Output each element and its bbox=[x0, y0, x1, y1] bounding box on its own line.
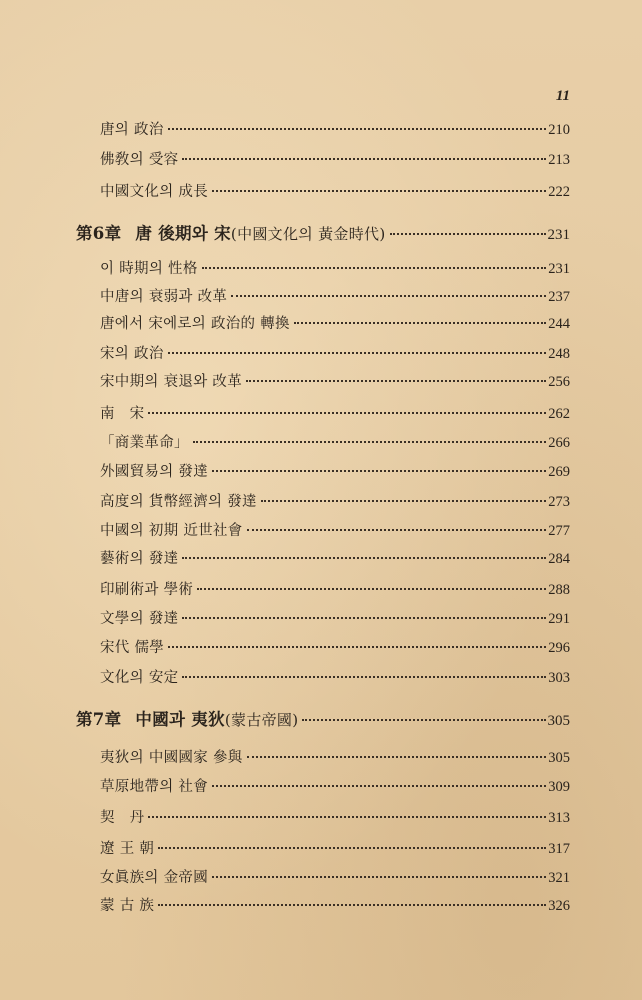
entry-title: 이 時期의 性格 bbox=[100, 261, 198, 277]
entry-page: 326 bbox=[548, 898, 570, 914]
toc-entry bbox=[100, 894, 570, 918]
entry-title: 女眞族의 金帝國 bbox=[100, 870, 209, 886]
entry-title: 草原地帶의 社會 bbox=[100, 779, 209, 795]
entry-page: 231 bbox=[547, 227, 570, 243]
chapter-title: 唐 後期와 宋 bbox=[135, 224, 231, 243]
dot-leader bbox=[212, 469, 546, 472]
entry-page: 321 bbox=[548, 870, 570, 886]
entry-page: 213 bbox=[548, 152, 570, 168]
entry-title: 佛敎의 受容 bbox=[100, 152, 179, 168]
chapter-number: 第6章 bbox=[76, 224, 122, 243]
dot-leader bbox=[231, 294, 546, 297]
entry-title: 遼 王 朝 bbox=[100, 841, 155, 857]
entry-title: 宋代 儒學 bbox=[100, 640, 165, 656]
dot-leader bbox=[158, 846, 546, 849]
toc-entry bbox=[100, 666, 570, 690]
chapter-number: 第7章 bbox=[76, 710, 122, 729]
toc-entry bbox=[100, 180, 570, 204]
chapter-heading bbox=[76, 706, 570, 730]
entry-title: 外國貿易의 發達 bbox=[100, 464, 209, 480]
toc-entry bbox=[100, 148, 570, 172]
entry-page: 317 bbox=[548, 841, 570, 857]
entry-title: 中國의 初期 近世社會 bbox=[100, 523, 243, 539]
entry-page: 244 bbox=[548, 316, 570, 332]
dot-leader bbox=[168, 127, 547, 130]
dot-leader bbox=[148, 411, 546, 414]
toc-entry bbox=[100, 866, 570, 890]
entry-title: 文學의 發達 bbox=[100, 611, 179, 627]
toc-entry bbox=[100, 312, 570, 336]
dot-leader bbox=[390, 232, 546, 235]
toc-entry bbox=[100, 519, 570, 543]
toc-entry bbox=[100, 636, 570, 660]
dot-leader bbox=[197, 587, 546, 590]
entry-page: 284 bbox=[548, 551, 570, 567]
chapter-heading-text bbox=[76, 706, 298, 730]
entry-page: 231 bbox=[548, 261, 570, 277]
entry-page: 248 bbox=[548, 346, 570, 362]
dot-leader bbox=[247, 528, 547, 531]
entry-title: 夷狄의 中國國家 參與 bbox=[100, 750, 243, 766]
dot-leader bbox=[212, 189, 546, 192]
toc-entry bbox=[100, 746, 570, 770]
entry-page: 303 bbox=[548, 670, 570, 686]
entry-title: 文化의 安定 bbox=[100, 670, 179, 686]
entry-title: 印刷術과 學術 bbox=[100, 582, 194, 598]
entry-page: 210 bbox=[548, 122, 570, 138]
chapter-subtitle: (中國文化의 黃金時代) bbox=[230, 225, 386, 243]
dot-leader bbox=[294, 321, 546, 324]
entry-page: 305 bbox=[548, 750, 570, 766]
entry-title: 中唐의 衰弱과 改革 bbox=[100, 289, 228, 305]
entry-title: 蒙 古 族 bbox=[100, 898, 155, 914]
entry-title: 唐에서 宋에로의 政治的 轉換 bbox=[100, 316, 290, 332]
entry-page: 273 bbox=[548, 494, 570, 510]
entry-title: 宋中期의 衰退와 改革 bbox=[100, 374, 243, 390]
entry-title: 南 宋 bbox=[100, 406, 145, 422]
dot-leader bbox=[246, 379, 546, 382]
chapter-heading-text bbox=[76, 220, 386, 244]
dot-leader bbox=[158, 903, 546, 906]
entry-title: 契 丹 bbox=[100, 810, 145, 826]
dot-leader bbox=[182, 157, 546, 160]
entry-title: 「商業革命」 bbox=[100, 435, 189, 451]
toc-entry bbox=[100, 607, 570, 631]
dot-leader bbox=[212, 784, 546, 787]
entry-title: 宋의 政治 bbox=[100, 346, 164, 362]
dot-leader bbox=[193, 440, 546, 443]
entry-page: 266 bbox=[548, 435, 570, 451]
entry-page: 296 bbox=[548, 640, 570, 656]
page-number: 11 bbox=[555, 88, 570, 104]
entry-page: 277 bbox=[548, 523, 570, 539]
dot-leader bbox=[182, 616, 546, 619]
dot-leader bbox=[148, 815, 546, 818]
dot-leader bbox=[168, 351, 547, 354]
chapter-heading bbox=[76, 220, 570, 244]
toc-entry bbox=[100, 806, 570, 830]
entry-title: 唐의 政治 bbox=[100, 122, 164, 138]
toc-entry bbox=[100, 775, 570, 799]
entry-page: 288 bbox=[548, 582, 570, 598]
chapter-title: 中國과 夷狄 bbox=[135, 710, 225, 729]
toc-entry bbox=[100, 285, 570, 309]
toc-entry bbox=[100, 342, 570, 366]
dot-leader bbox=[182, 675, 546, 678]
toc-entry bbox=[100, 370, 570, 394]
toc-entry bbox=[100, 578, 570, 602]
entry-page: 309 bbox=[548, 779, 570, 795]
entry-page: 291 bbox=[548, 611, 570, 627]
entry-title: 中國文化의 成長 bbox=[100, 184, 209, 200]
dot-leader bbox=[302, 718, 545, 721]
toc-entry bbox=[100, 118, 570, 142]
dot-leader bbox=[212, 875, 546, 878]
entry-page: 256 bbox=[548, 374, 570, 390]
entry-title: 藝術의 發達 bbox=[100, 551, 179, 567]
entry-page: 222 bbox=[548, 184, 570, 200]
toc-entry bbox=[100, 837, 570, 861]
toc-entry bbox=[100, 460, 570, 484]
toc-entry bbox=[100, 547, 570, 571]
dot-leader bbox=[247, 755, 547, 758]
entry-page: 269 bbox=[548, 464, 570, 480]
dot-leader bbox=[202, 266, 547, 269]
dot-leader bbox=[168, 645, 546, 648]
dot-leader bbox=[182, 556, 546, 559]
toc-entry bbox=[100, 257, 570, 281]
entry-page: 313 bbox=[548, 810, 570, 826]
toc-entry bbox=[100, 402, 570, 426]
entry-page: 262 bbox=[548, 406, 570, 422]
toc-entry bbox=[100, 490, 570, 514]
entry-page: 237 bbox=[548, 289, 570, 305]
entry-title: 高度의 貨幣經濟의 發達 bbox=[100, 494, 257, 510]
dot-leader bbox=[261, 499, 546, 502]
toc-entry bbox=[100, 431, 570, 455]
entry-page: 305 bbox=[547, 713, 570, 729]
chapter-subtitle: (蒙古帝國) bbox=[224, 711, 299, 729]
